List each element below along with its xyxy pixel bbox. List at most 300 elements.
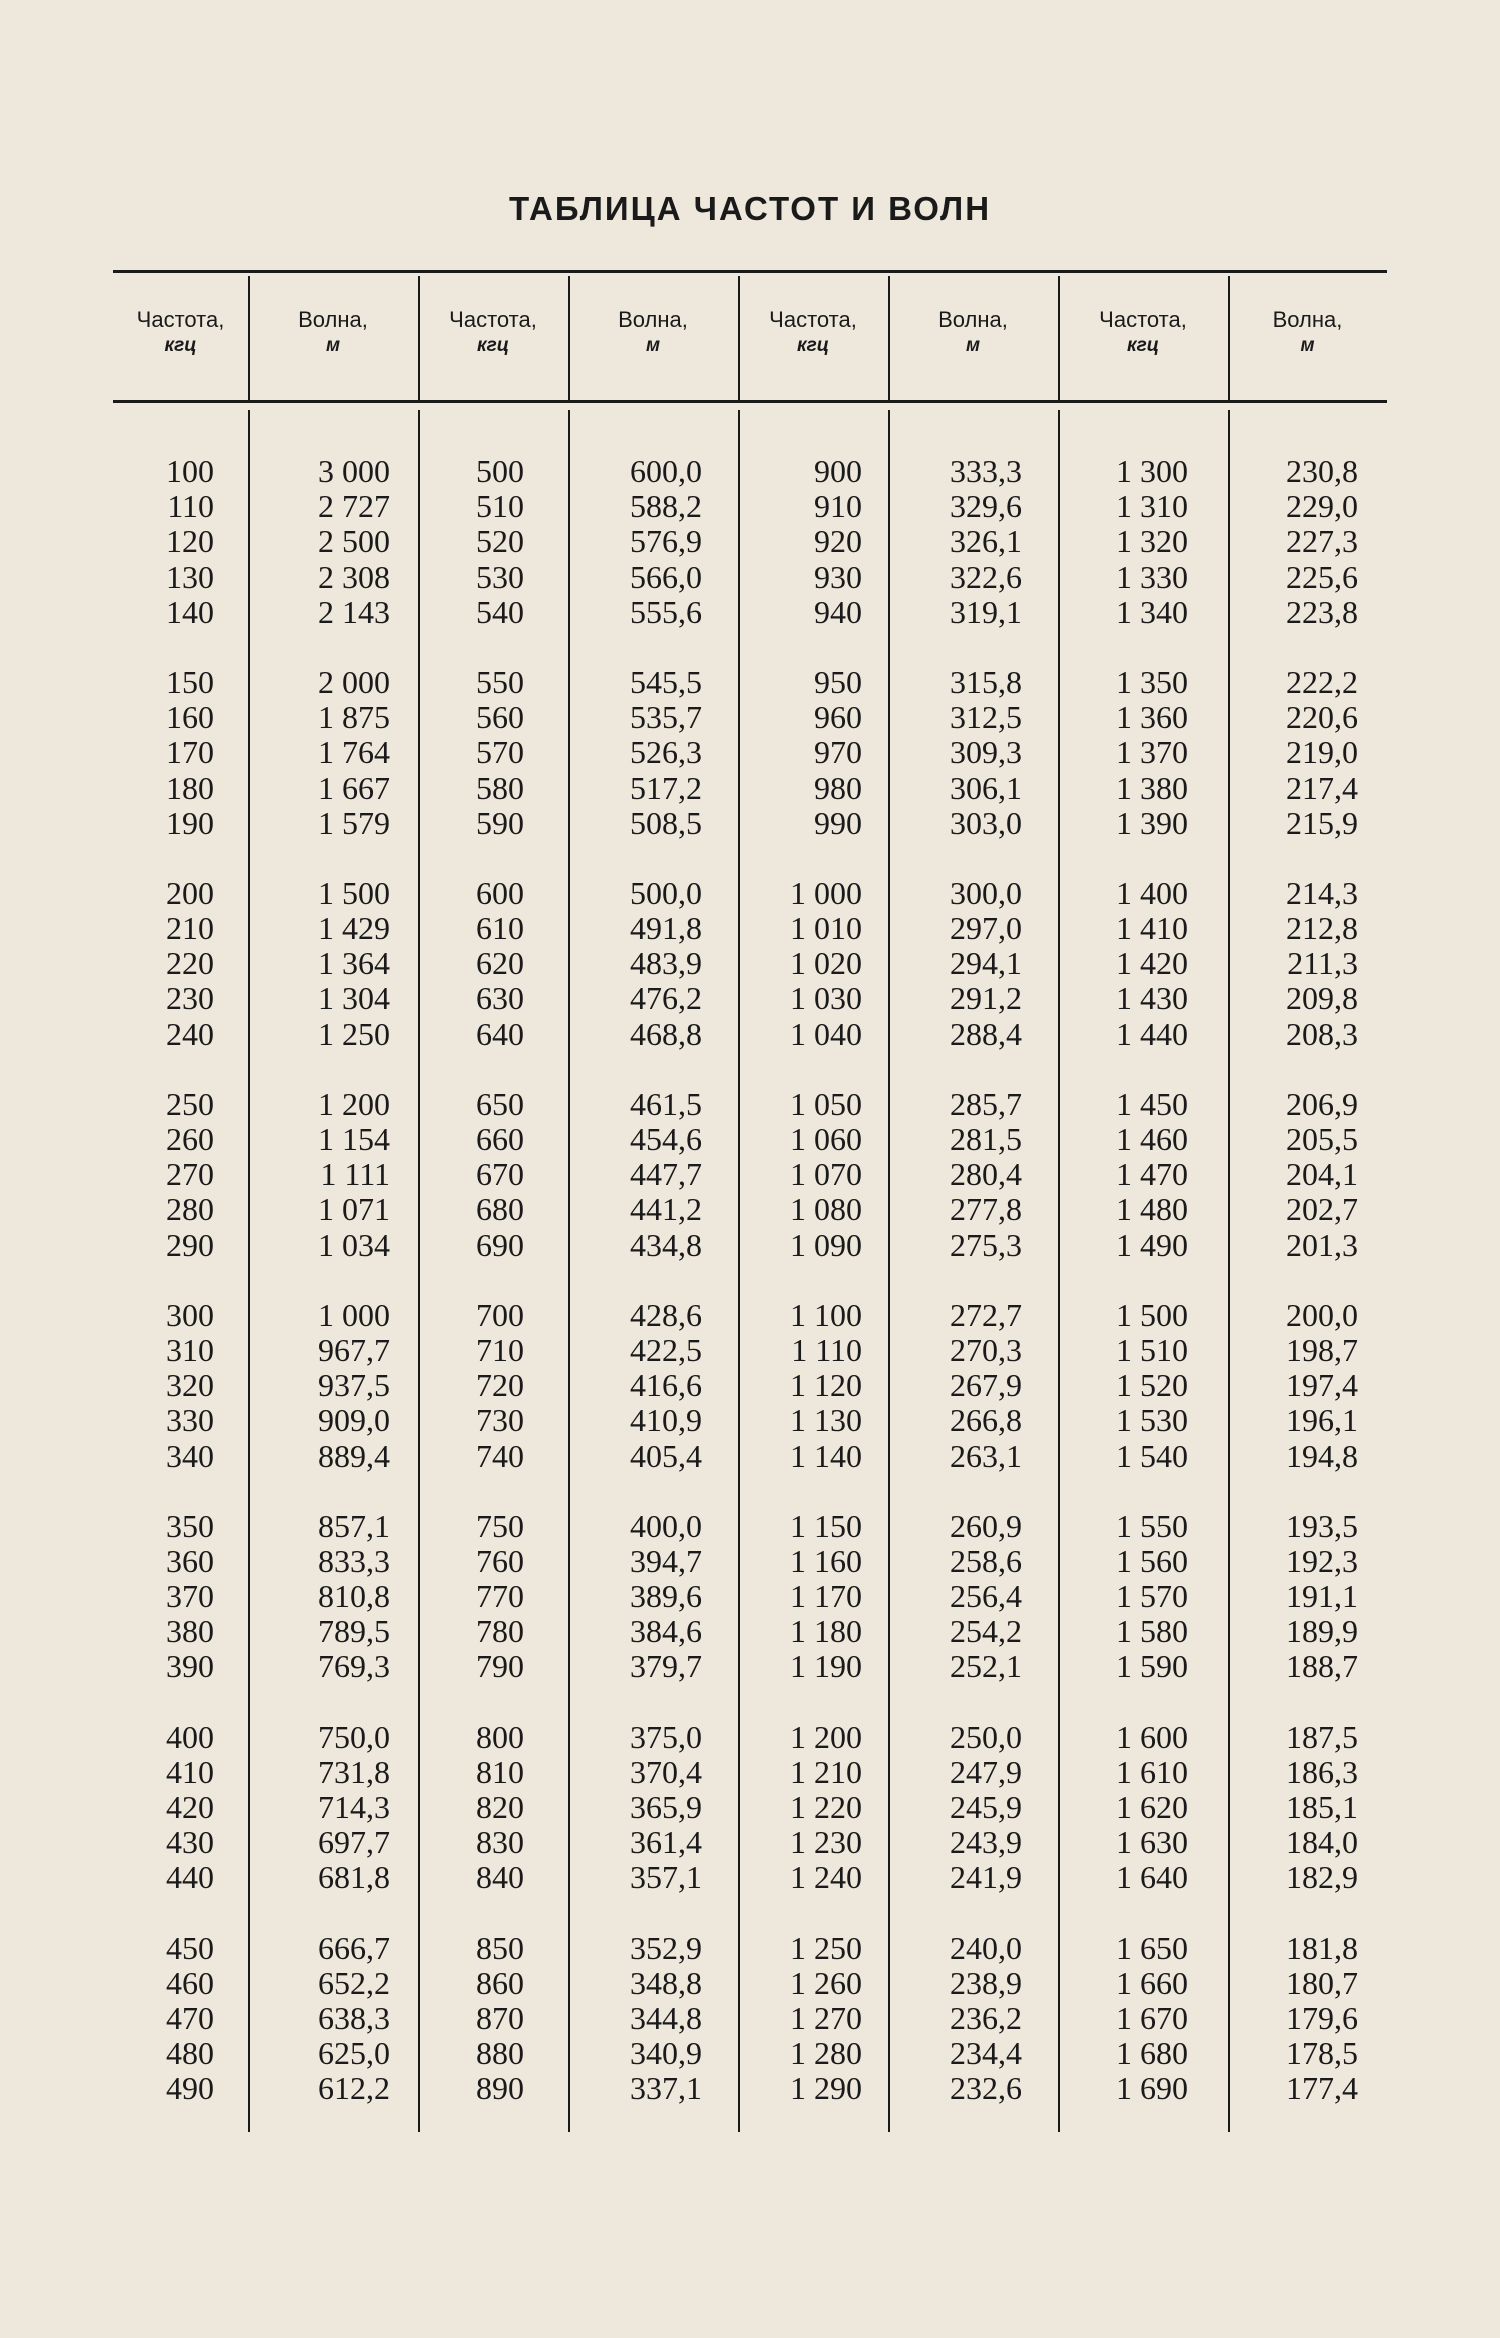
group-spacer	[1066, 1896, 1188, 1931]
group-spacer	[128, 1474, 214, 1509]
group-spacer	[262, 841, 390, 876]
group-spacer	[262, 1474, 390, 1509]
wavelength-cell: 508,5	[630, 804, 702, 841]
wavelength-cell: 319,1	[950, 593, 1022, 630]
wavelength-cell: 187,5	[1286, 1718, 1358, 1755]
frequency-cell: 420	[166, 1789, 214, 1825]
frequency-cell: 990	[814, 804, 862, 841]
frequency-cell: 160	[166, 699, 214, 736]
frequency-cell: 240	[166, 1015, 214, 1052]
frequency-cell: 770	[476, 1578, 524, 1615]
frequency-cell: 1 090	[790, 1226, 862, 1263]
frequency-cell: 300	[166, 1296, 214, 1333]
wavelength-cell: 344,8	[630, 1999, 702, 2036]
table-header-rule	[113, 400, 1387, 403]
frequency-cell: 950	[814, 663, 862, 700]
frequency-cell: 930	[814, 558, 862, 595]
wavelength-cell: 454,6	[630, 1121, 702, 1157]
header-frequency	[1058, 306, 1228, 376]
frequency-cell: 620	[476, 945, 524, 982]
group-spacer	[262, 1685, 390, 1720]
frequency-cell: 740	[476, 1437, 524, 1474]
wavelength-cell: 267,9	[950, 1367, 1022, 1404]
wavelength-cell: 2 727	[318, 488, 390, 525]
frequency-cell: 790	[476, 1648, 524, 1685]
frequency-cell: 1 410	[1116, 910, 1188, 947]
frequency-cell: 190	[166, 804, 214, 841]
wavelength-cell: 230,8	[1286, 453, 1358, 489]
wavelength-cell: 500,0	[630, 874, 702, 911]
frequency-cell: 1 440	[1116, 1015, 1188, 1052]
wavelength-cell: 422,5	[630, 1331, 702, 1368]
wavelength-cell: 576,9	[630, 523, 702, 560]
frequency-cell: 960	[814, 699, 862, 736]
wavelength-cell: 434,8	[630, 1226, 702, 1263]
frequency-cell: 170	[166, 734, 214, 771]
wavelength-cell: 1 875	[318, 699, 390, 736]
group-spacer	[1066, 1685, 1188, 1720]
group-spacer	[1238, 841, 1358, 876]
column-divider	[418, 410, 420, 2132]
group-spacer	[578, 630, 702, 665]
frequency-cell: 1 470	[1116, 1156, 1188, 1193]
frequency-cell: 650	[476, 1085, 524, 1122]
wavelength-cell: 638,3	[318, 1999, 390, 2036]
page-title: ТАБЛИЦА ЧАСТОТ И ВОЛН	[508, 190, 992, 227]
wavelength-cell: 389,6	[630, 1578, 702, 1615]
header-wavelength	[1228, 306, 1387, 376]
frequency-cell: 1 230	[790, 1824, 862, 1861]
wavelength-cell: 1 200	[318, 1085, 390, 1122]
header-unit: м	[965, 335, 981, 356]
frequency-cell: 750	[476, 1507, 524, 1544]
frequency-cell: 670	[476, 1156, 524, 1193]
wavelength-cell: 441,2	[630, 1191, 702, 1228]
frequency-cell: 700	[476, 1296, 524, 1333]
frequency-cell: 900	[814, 453, 862, 489]
wavelength-cell: 2 500	[318, 523, 390, 560]
frequency-cell: 830	[476, 1824, 524, 1861]
frequency-cell: 1 220	[790, 1789, 862, 1825]
header-label: Частота,	[1099, 307, 1187, 332]
frequency-cell: 1 640	[1116, 1859, 1188, 1896]
frequency-cell: 1 590	[1116, 1648, 1188, 1685]
frequency-cell: 1 520	[1116, 1367, 1188, 1404]
wavelength-cell: 219,0	[1286, 734, 1358, 771]
frequency-cell: 730	[476, 1402, 524, 1439]
table-top-rule	[113, 270, 1387, 273]
wavelength-cell: 178,5	[1286, 2035, 1358, 2072]
frequency-cell: 1 490	[1116, 1226, 1188, 1263]
frequency-cell: 1 540	[1116, 1437, 1188, 1474]
wavelength-cell: 291,2	[950, 980, 1022, 1017]
group-spacer	[262, 1263, 390, 1298]
group-spacer	[128, 1052, 214, 1087]
frequency-cell: 310	[166, 1331, 214, 1368]
header-label: Волна,	[938, 307, 1008, 332]
wavelength-cell: 1 764	[318, 734, 390, 771]
frequency-cell: 810	[476, 1753, 524, 1790]
wavelength-cell: 329,6	[950, 488, 1022, 525]
wavelength-cell: 889,4	[318, 1437, 390, 1474]
frequency-cell: 640	[476, 1015, 524, 1052]
frequency-cell: 1 250	[790, 1929, 862, 1966]
wavelength-cell: 215,9	[1286, 804, 1358, 841]
frequency-cell: 600	[476, 874, 524, 911]
header-unit: кгц	[476, 335, 510, 356]
frequency-cell: 1 500	[1116, 1296, 1188, 1333]
wavelength-cell: 468,8	[630, 1015, 702, 1052]
group-spacer	[428, 1685, 524, 1720]
frequency-cell: 450	[166, 1929, 214, 1966]
frequency-cell: 480	[166, 2035, 214, 2072]
wavelength-cell: 294,1	[950, 945, 1022, 982]
wavelength-cell: 535,7	[630, 699, 702, 736]
wavelength-cell: 714,3	[318, 1789, 390, 1825]
wavelength-cell: 188,7	[1286, 1648, 1358, 1685]
frequency-cell: 100	[166, 453, 214, 489]
wavelength-cell: 483,9	[630, 945, 702, 982]
frequency-cell: 330	[166, 1402, 214, 1439]
frequency-cell: 780	[476, 1613, 524, 1650]
header-unit: м	[325, 335, 341, 356]
group-spacer	[128, 841, 214, 876]
wavelength-cell: 625,0	[318, 2035, 390, 2072]
group-spacer	[128, 630, 214, 665]
frequency-cell: 220	[166, 945, 214, 982]
wavelength-cell: 198,7	[1286, 1331, 1358, 1368]
wavelength-cell: 229,0	[1286, 488, 1358, 525]
wavelength-cell: 410,9	[630, 1402, 702, 1439]
frequency-cell: 1 300	[1116, 453, 1188, 489]
wavelength-cell: 205,5	[1286, 1121, 1358, 1157]
frequency-cell: 1 070	[790, 1156, 862, 1193]
header-wavelength	[248, 306, 418, 376]
frequency-cell: 970	[814, 734, 862, 771]
frequency-cell: 1 430	[1116, 980, 1188, 1017]
wavelength-cell: 416,6	[630, 1367, 702, 1404]
wavelength-cell: 428,6	[630, 1296, 702, 1333]
wavelength-cell: 1 579	[318, 804, 390, 841]
group-spacer	[894, 1263, 1022, 1298]
wavelength-cell: 201,3	[1286, 1226, 1358, 1263]
wavelength-cell: 357,1	[630, 1859, 702, 1896]
frequency-cell: 290	[166, 1226, 214, 1263]
frequency-cell: 510	[476, 488, 524, 525]
frequency-cell: 1 050	[790, 1085, 862, 1122]
frequency-cell: 120	[166, 523, 214, 560]
frequency-cell: 210	[166, 910, 214, 947]
frequency-cell: 550	[476, 663, 524, 700]
frequency-cell: 260	[166, 1121, 214, 1157]
group-spacer	[740, 1896, 862, 1931]
wavelength-cell: 2 143	[318, 593, 390, 630]
wavelength-cell: 1 154	[318, 1121, 390, 1157]
frequency-column	[428, 454, 524, 2107]
wavelength-cell: 275,3	[950, 1226, 1022, 1263]
frequency-cell: 1 200	[790, 1718, 862, 1755]
header-unit: кгц	[796, 335, 830, 356]
wavelength-cell: 309,3	[950, 734, 1022, 771]
group-spacer	[1066, 1052, 1188, 1087]
group-spacer	[128, 1896, 214, 1931]
frequency-cell: 1 380	[1116, 769, 1188, 806]
wavelength-cell: 200,0	[1286, 1296, 1358, 1333]
header-unit: кгц	[1126, 335, 1160, 356]
wavelength-cell: 1 250	[318, 1015, 390, 1052]
frequency-cell: 1 390	[1116, 804, 1188, 841]
group-spacer	[578, 1263, 702, 1298]
frequency-cell: 1 550	[1116, 1507, 1188, 1544]
group-spacer	[894, 1685, 1022, 1720]
frequency-cell: 1 420	[1116, 945, 1188, 982]
wavelength-cell: 225,6	[1286, 558, 1358, 595]
wavelength-cell: 300,0	[950, 874, 1022, 911]
wavelength-cell: 789,5	[318, 1613, 390, 1650]
frequency-cell: 760	[476, 1542, 524, 1579]
group-spacer	[1238, 1263, 1358, 1298]
wavelength-cell: 652,2	[318, 1964, 390, 2001]
frequency-cell: 1 080	[790, 1191, 862, 1228]
header-label: Частота,	[136, 307, 225, 332]
wavelength-cell: 1 071	[318, 1191, 390, 1228]
group-spacer	[428, 1474, 524, 1509]
wavelength-cell: 285,7	[950, 1085, 1022, 1122]
wavelength-cell: 600,0	[630, 453, 702, 489]
frequency-cell: 880	[476, 2035, 524, 2072]
group-spacer	[128, 1685, 214, 1720]
wavelength-cell: 937,5	[318, 1367, 390, 1404]
frequency-cell: 400	[166, 1718, 214, 1755]
group-spacer	[428, 630, 524, 665]
frequency-cell: 630	[476, 980, 524, 1017]
frequency-cell: 590	[476, 804, 524, 841]
group-spacer	[1238, 1685, 1358, 1720]
frequency-cell: 1 680	[1116, 2035, 1188, 2072]
frequency-cell: 140	[166, 593, 214, 630]
wavelength-cell: 612,2	[318, 2070, 390, 2107]
column-divider	[248, 410, 250, 2132]
wavelength-cell: 223,8	[1286, 593, 1358, 630]
column-divider	[1058, 410, 1060, 2132]
group-spacer	[1238, 1052, 1358, 1087]
group-spacer	[740, 1052, 862, 1087]
group-spacer	[428, 1896, 524, 1931]
frequency-cell: 1 270	[790, 1999, 862, 2036]
wavelength-cell: 182,9	[1286, 1859, 1358, 1896]
wavelength-cell: 238,9	[950, 1964, 1022, 2001]
wavelength-cell: 3 000	[318, 453, 390, 489]
wavelength-cell: 833,3	[318, 1542, 390, 1579]
header-frequency	[113, 306, 248, 376]
wavelength-cell: 252,1	[950, 1648, 1022, 1685]
wavelength-cell: 209,8	[1286, 980, 1358, 1017]
wavelength-cell: 555,6	[630, 593, 702, 630]
wavelength-cell: 322,6	[950, 558, 1022, 595]
column-divider	[1228, 410, 1230, 2132]
wavelength-cell: 731,8	[318, 1753, 390, 1790]
frequency-cell: 1 280	[790, 2035, 862, 2072]
header-label: Частота,	[769, 307, 857, 332]
wavelength-cell: 1 111	[320, 1156, 390, 1193]
group-spacer	[1066, 1263, 1188, 1298]
wavelength-cell: 461,5	[630, 1085, 702, 1122]
frequency-cell: 1 320	[1116, 523, 1188, 560]
frequency-cell: 1 330	[1116, 558, 1188, 595]
group-spacer	[894, 1052, 1022, 1087]
wavelength-cell: 197,4	[1286, 1367, 1358, 1404]
frequency-cell: 860	[476, 1964, 524, 2001]
wavelength-cell: 365,9	[630, 1789, 702, 1825]
frequency-cell: 130	[166, 558, 214, 595]
wavelength-cell: 266,8	[950, 1402, 1022, 1439]
wavelength-cell: 240,0	[950, 1929, 1022, 1966]
frequency-cell: 1 360	[1116, 699, 1188, 736]
frequency-cell: 1 130	[790, 1402, 862, 1439]
frequency-column	[740, 454, 862, 2107]
frequency-cell: 1 530	[1116, 1402, 1188, 1439]
wavelength-cell: 370,4	[630, 1753, 702, 1790]
wavelength-cell: 400,0	[630, 1507, 702, 1544]
wavelength-cell: 2 308	[318, 558, 390, 595]
frequency-cell: 1 670	[1116, 1999, 1188, 2036]
wavelength-cell: 297,0	[950, 910, 1022, 947]
wavelength-cell: 186,3	[1286, 1753, 1358, 1790]
frequency-cell: 360	[166, 1542, 214, 1579]
wavelength-cell: 222,2	[1286, 663, 1358, 700]
header-unit: кгц	[164, 335, 197, 356]
frequency-cell: 1 460	[1116, 1121, 1188, 1157]
frequency-cell: 1 150	[790, 1507, 862, 1544]
column-divider	[888, 410, 890, 2132]
frequency-cell: 1 610	[1116, 1753, 1188, 1790]
frequency-cell: 940	[814, 593, 862, 630]
frequency-cell: 540	[476, 593, 524, 630]
wavelength-cell: 491,8	[630, 910, 702, 947]
frequency-cell: 350	[166, 1507, 214, 1544]
group-spacer	[578, 1685, 702, 1720]
wavelength-cell: 270,3	[950, 1331, 1022, 1368]
group-spacer	[740, 841, 862, 876]
wavelength-cell: 202,7	[1286, 1191, 1358, 1228]
frequency-cell: 230	[166, 980, 214, 1017]
wavelength-cell: 1 364	[318, 945, 390, 982]
wavelength-cell: 196,1	[1286, 1402, 1358, 1439]
wavelength-column	[578, 454, 702, 2107]
wavelength-cell: 212,8	[1286, 910, 1358, 947]
wavelength-cell: 312,5	[950, 699, 1022, 736]
frequency-cell: 280	[166, 1191, 214, 1228]
frequency-cell: 500	[476, 453, 524, 489]
frequency-cell: 1 030	[790, 980, 862, 1017]
frequency-cell: 440	[166, 1859, 214, 1896]
frequency-cell: 1 370	[1116, 734, 1188, 771]
group-spacer	[428, 1263, 524, 1298]
frequency-cell: 1 180	[790, 1613, 862, 1650]
wavelength-cell: 208,3	[1286, 1015, 1358, 1052]
frequency-cell: 980	[814, 769, 862, 806]
frequency-cell: 1 210	[790, 1753, 862, 1790]
wavelength-cell: 666,7	[318, 1929, 390, 1966]
wavelength-cell: 326,1	[950, 523, 1022, 560]
wavelength-cell: 245,9	[950, 1789, 1022, 1825]
frequency-cell: 410	[166, 1753, 214, 1790]
frequency-cell: 710	[476, 1331, 524, 1368]
group-spacer	[578, 1474, 702, 1509]
wavelength-cell: 181,8	[1286, 1929, 1358, 1966]
wavelength-cell: 566,0	[630, 558, 702, 595]
frequency-cell: 1 350	[1116, 663, 1188, 700]
wavelength-cell: 1 500	[318, 874, 390, 911]
wavelength-cell: 517,2	[630, 769, 702, 806]
header-wavelength	[888, 306, 1058, 376]
frequency-cell: 1 160	[790, 1542, 862, 1579]
frequency-cell: 1 650	[1116, 1929, 1188, 1966]
group-spacer	[1238, 1896, 1358, 1931]
frequency-cell: 1 400	[1116, 874, 1188, 911]
wavelength-cell: 379,7	[630, 1648, 702, 1685]
wavelength-cell: 177,4	[1286, 2070, 1358, 2107]
wavelength-cell: 288,4	[950, 1015, 1022, 1052]
wavelength-cell: 526,3	[630, 734, 702, 771]
frequency-cell: 1 140	[790, 1437, 862, 1474]
wavelength-cell: 967,7	[318, 1331, 390, 1368]
wavelength-cell: 185,1	[1286, 1789, 1358, 1825]
wavelength-cell: 306,1	[950, 769, 1022, 806]
wavelength-cell: 227,3	[1286, 523, 1358, 560]
wavelength-cell: 236,2	[950, 1999, 1022, 2036]
wavelength-cell: 193,5	[1286, 1507, 1358, 1544]
wavelength-cell: 810,8	[318, 1578, 390, 1615]
wavelength-cell: 361,4	[630, 1824, 702, 1861]
frequency-column	[1066, 454, 1188, 2107]
frequency-cell: 270	[166, 1156, 214, 1193]
wavelength-cell: 277,8	[950, 1191, 1022, 1228]
wavelength-cell: 280,4	[950, 1156, 1022, 1193]
frequency-cell: 1 630	[1116, 1824, 1188, 1861]
group-spacer	[740, 1263, 862, 1298]
frequency-cell: 910	[814, 488, 862, 525]
wavelength-cell: 333,3	[950, 453, 1022, 489]
wavelength-cell: 697,7	[318, 1824, 390, 1861]
wavelength-cell: 447,7	[630, 1156, 702, 1193]
frequency-cell: 520	[476, 523, 524, 560]
frequency-cell: 470	[166, 1999, 214, 2036]
wavelength-cell: 384,6	[630, 1613, 702, 1650]
wavelength-cell: 1 667	[318, 769, 390, 806]
frequency-cell: 340	[166, 1437, 214, 1474]
group-spacer	[1238, 630, 1358, 665]
header-unit: м	[1300, 335, 1315, 356]
frequency-cell: 1 240	[790, 1859, 862, 1896]
frequency-cell: 250	[166, 1085, 214, 1122]
frequency-cell: 580	[476, 769, 524, 806]
group-spacer	[428, 1052, 524, 1087]
frequency-cell: 490	[166, 2070, 214, 2107]
frequency-cell: 1 190	[790, 1648, 862, 1685]
frequency-cell: 320	[166, 1367, 214, 1404]
frequency-cell: 380	[166, 1613, 214, 1650]
frequency-cell: 460	[166, 1964, 214, 2001]
frequency-cell: 1 060	[790, 1121, 862, 1157]
wavelength-cell: 260,9	[950, 1507, 1022, 1544]
wavelength-cell: 204,1	[1286, 1156, 1358, 1193]
wavelength-cell: 220,6	[1286, 699, 1358, 736]
frequency-cell: 200	[166, 874, 214, 911]
frequency-cell: 530	[476, 558, 524, 595]
wavelength-cell: 272,7	[950, 1296, 1022, 1333]
group-spacer	[740, 1685, 862, 1720]
